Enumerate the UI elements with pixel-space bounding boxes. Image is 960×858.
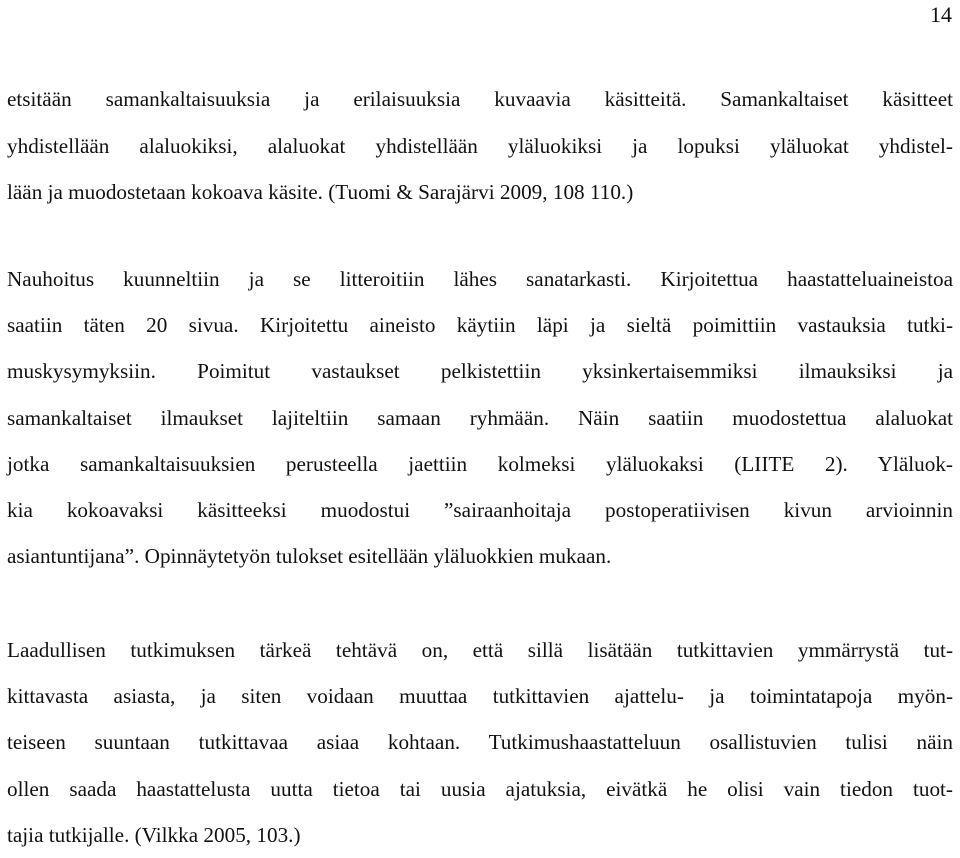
text-line: tajia tutkijalle. (Vilkka 2005, 103.) xyxy=(7,822,301,847)
paragraph-transcription xyxy=(7,256,953,579)
paragraph-analysis-method xyxy=(7,76,953,216)
text-line: saatiin täten 20 sivua. Kirjoitettu aineisto käytiin läpi ja sieltä poimittiin vastauksia tutki- xyxy=(7,313,953,338)
text-line: Nauhoitus kuunneltiin ja se litteroitiin lähes sanatarkasti. Kirjoitettua haastatteluaineistoa xyxy=(7,267,953,291)
text-line: samankaltaiset ilmaukset lajiteltiin samaan ryhmään. Näin saatiin muodostettua alaluokat xyxy=(7,405,953,430)
text-line: muskysymyksiin. Poimitut vastaukset pelkistettiin yksinkertaisemmiksi ilmauksiksi ja xyxy=(7,359,953,384)
text-line: kittavasta asiasta, ja siten voidaan muuttaa tutkittavien ajattelu- ja toimintatapoja myön- xyxy=(7,684,953,709)
text-line: jotka samankaltaisuuksien perusteella jaettiin kolmeksi yläluokaksi (LIITE 2). Yläluok- xyxy=(7,451,953,476)
text-line: lään ja muodostetaan kokoava käsite. (Tuomi & Sarajärvi 2009, 108 110.) xyxy=(7,180,634,204)
paragraph-qualitative-research xyxy=(7,627,953,858)
text-line: asiantuntijana”. Opinnäytetyön tulokset esitellään yläluokkien mukaan. xyxy=(7,544,612,569)
text-line: kia kokoavaksi käsitteeksi muodostui ”sairaanhoitaja postoperatiivisen kivun arvioinnin xyxy=(7,498,953,523)
text-line: yhdistellään alaluokiksi, alaluokat yhdistellään yläluokiksi ja lopuksi yläluokat yhdistel- xyxy=(7,133,953,158)
text-line: teiseen suuntaan tutkittavaa asiaa kohtaan. Tutkimushaastatteluun osallistuvien tulisi näin xyxy=(7,730,953,755)
text-line: ollen saada haastattelusta uutta tietoa tai uusia ajatuksia, eivätkä he olisi vain tiedon tuot- xyxy=(7,776,953,801)
text-line: Laadullisen tutkimuksen tärkeä tehtävä on, että sillä lisätään tutkittavien ymmärrystä tut- xyxy=(7,638,953,662)
page-number: 14 xyxy=(930,2,952,27)
text-line: etsitään samankaltaisuuksia ja erilaisuuksia kuvaavia käsitteitä. Samankaltaiset käsitteet xyxy=(7,87,953,111)
